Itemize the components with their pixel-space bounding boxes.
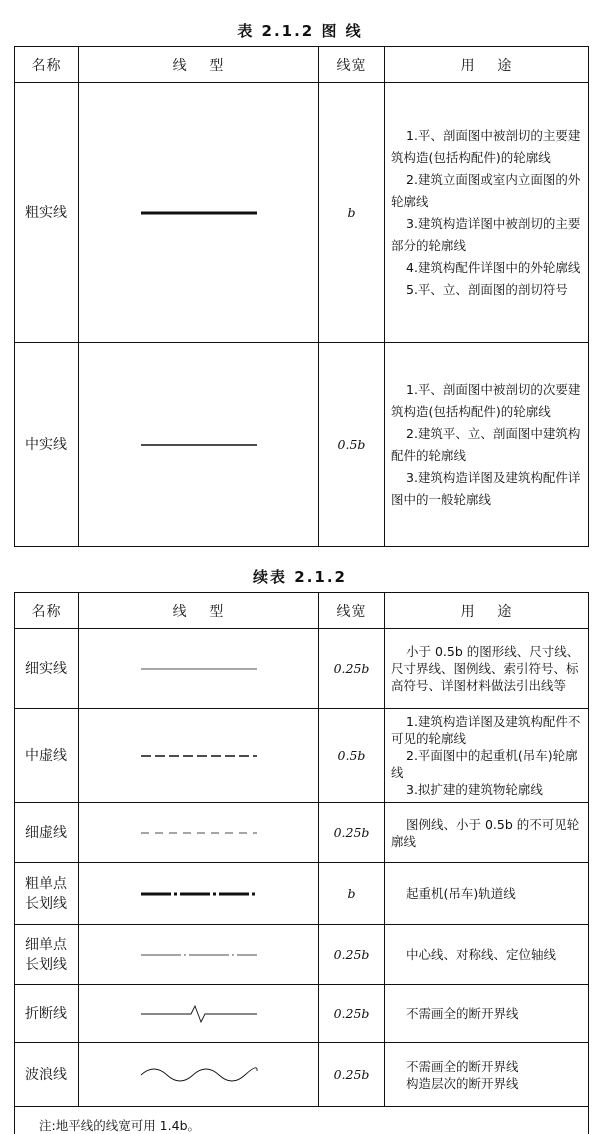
table-row [15,629,589,709]
use-item: 2.建筑平、立、剖面图中建筑构配件的轮廓线 [391,425,581,463]
row-uses [385,803,589,863]
row-width: 0.25b [319,1043,385,1107]
line-sample-thin-dashed [79,803,319,863]
table-row [15,863,589,925]
use-item: 图例线、小于 0.5b 的不可见轮廓线 [391,816,580,849]
line-sample-medium-dashed [79,709,319,803]
table-row [15,83,589,343]
header-type: 线 型 [79,47,319,83]
table-row [15,803,589,863]
row-uses [385,83,589,343]
table-header-row [15,47,589,83]
table-header-row [15,593,589,629]
row-width: 0.5b [319,343,385,547]
row-width: 0.25b [319,985,385,1043]
line-sample-medium-solid [79,343,319,547]
line-sample-thick-dash-dot [79,863,319,925]
table-row [15,709,589,803]
table-row [15,343,589,547]
use-item: 构造层次的断开界线 [406,1075,519,1091]
row-uses [385,863,589,925]
row-width: b [319,83,385,343]
use-item: 小于 0.5b 的图形线、尺寸线、尺寸界线、图例线、索引符号、标高符号、详图材料做法引出线等 [391,644,580,693]
use-item: 起重机(吊车)轨道线 [406,886,516,901]
header-width: 线宽 [319,47,385,83]
line-sample-thin-solid [79,629,319,709]
use-item: 中心线、对称线、定位轴线 [406,947,557,962]
line-sample-thick-solid [79,83,319,343]
row-uses [385,343,589,547]
header-type: 线 型 [79,593,319,629]
use-item: 4.建筑构配件详图中的外轮廓线 [406,259,581,275]
row-uses [385,709,589,803]
table2-title: 续表 2.1.2 [253,568,347,586]
line-sample-break-line [79,985,319,1043]
row-width: 0.25b [319,925,385,985]
table-note: 注:地平线的线宽可用 1.4b。 [15,1107,589,1134]
use-item: 5.平、立、剖面图的剖切符号 [406,281,568,297]
line-sample-thin-dash-dot [79,925,319,985]
header-use: 用 途 [385,593,589,629]
table-row [15,925,589,985]
row-uses [385,1043,589,1107]
row-name: 细单点长划线 [15,925,79,985]
use-item: 3.建筑构造详图中被剖切的主要部分的轮廓线 [391,215,581,253]
use-item: 1.平、剖面图中被剖切的次要建筑构造(包括构配件)的轮廓线 [391,381,581,419]
use-item: 2.建筑立面图或室内立面图的外轮廓线 [391,171,581,209]
row-name: 粗单点长划线 [15,863,79,925]
row-uses [385,985,589,1043]
use-item: 1.建筑构造详图及建筑构配件不可见的轮廓线 [391,714,581,746]
table-row [15,985,589,1043]
use-item: 2.平面图中的起重机(吊车)轮廓线 [391,748,578,780]
use-item: 不需画全的断开界线 [406,1058,519,1074]
row-width: 0.5b [319,709,385,803]
row-width: b [319,863,385,925]
header-name: 名称 [15,593,79,629]
line-types-table [14,46,589,547]
line-types-table-continued [14,592,589,1134]
row-name: 细虚线 [15,803,79,863]
use-item: 3.建筑构造详图及建筑构配件详图中的一般轮廓线 [391,469,581,507]
row-name: 粗实线 [15,83,79,343]
note-row [15,1107,589,1134]
table-row [15,1043,589,1107]
row-name: 中实线 [15,343,79,547]
row-width: 0.25b [319,803,385,863]
row-width: 0.25b [319,629,385,709]
row-name: 折断线 [15,985,79,1043]
use-item: 3.拟扩建的建筑物轮廓线 [406,782,543,797]
header-use: 用 途 [385,47,589,83]
use-item: 不需画全的断开界线 [406,1006,519,1021]
table1-title: 表 2.1.2 图 线 [237,22,363,40]
row-uses [385,925,589,985]
row-name: 细实线 [15,629,79,709]
header-name: 名称 [15,47,79,83]
row-name: 中虚线 [15,709,79,803]
line-sample-wavy-line [79,1043,319,1107]
row-name: 波浪线 [15,1043,79,1107]
header-width: 线宽 [319,593,385,629]
row-uses [385,629,589,709]
use-item: 1.平、剖面图中被剖切的主要建筑构造(包括构配件)的轮廓线 [391,127,581,165]
